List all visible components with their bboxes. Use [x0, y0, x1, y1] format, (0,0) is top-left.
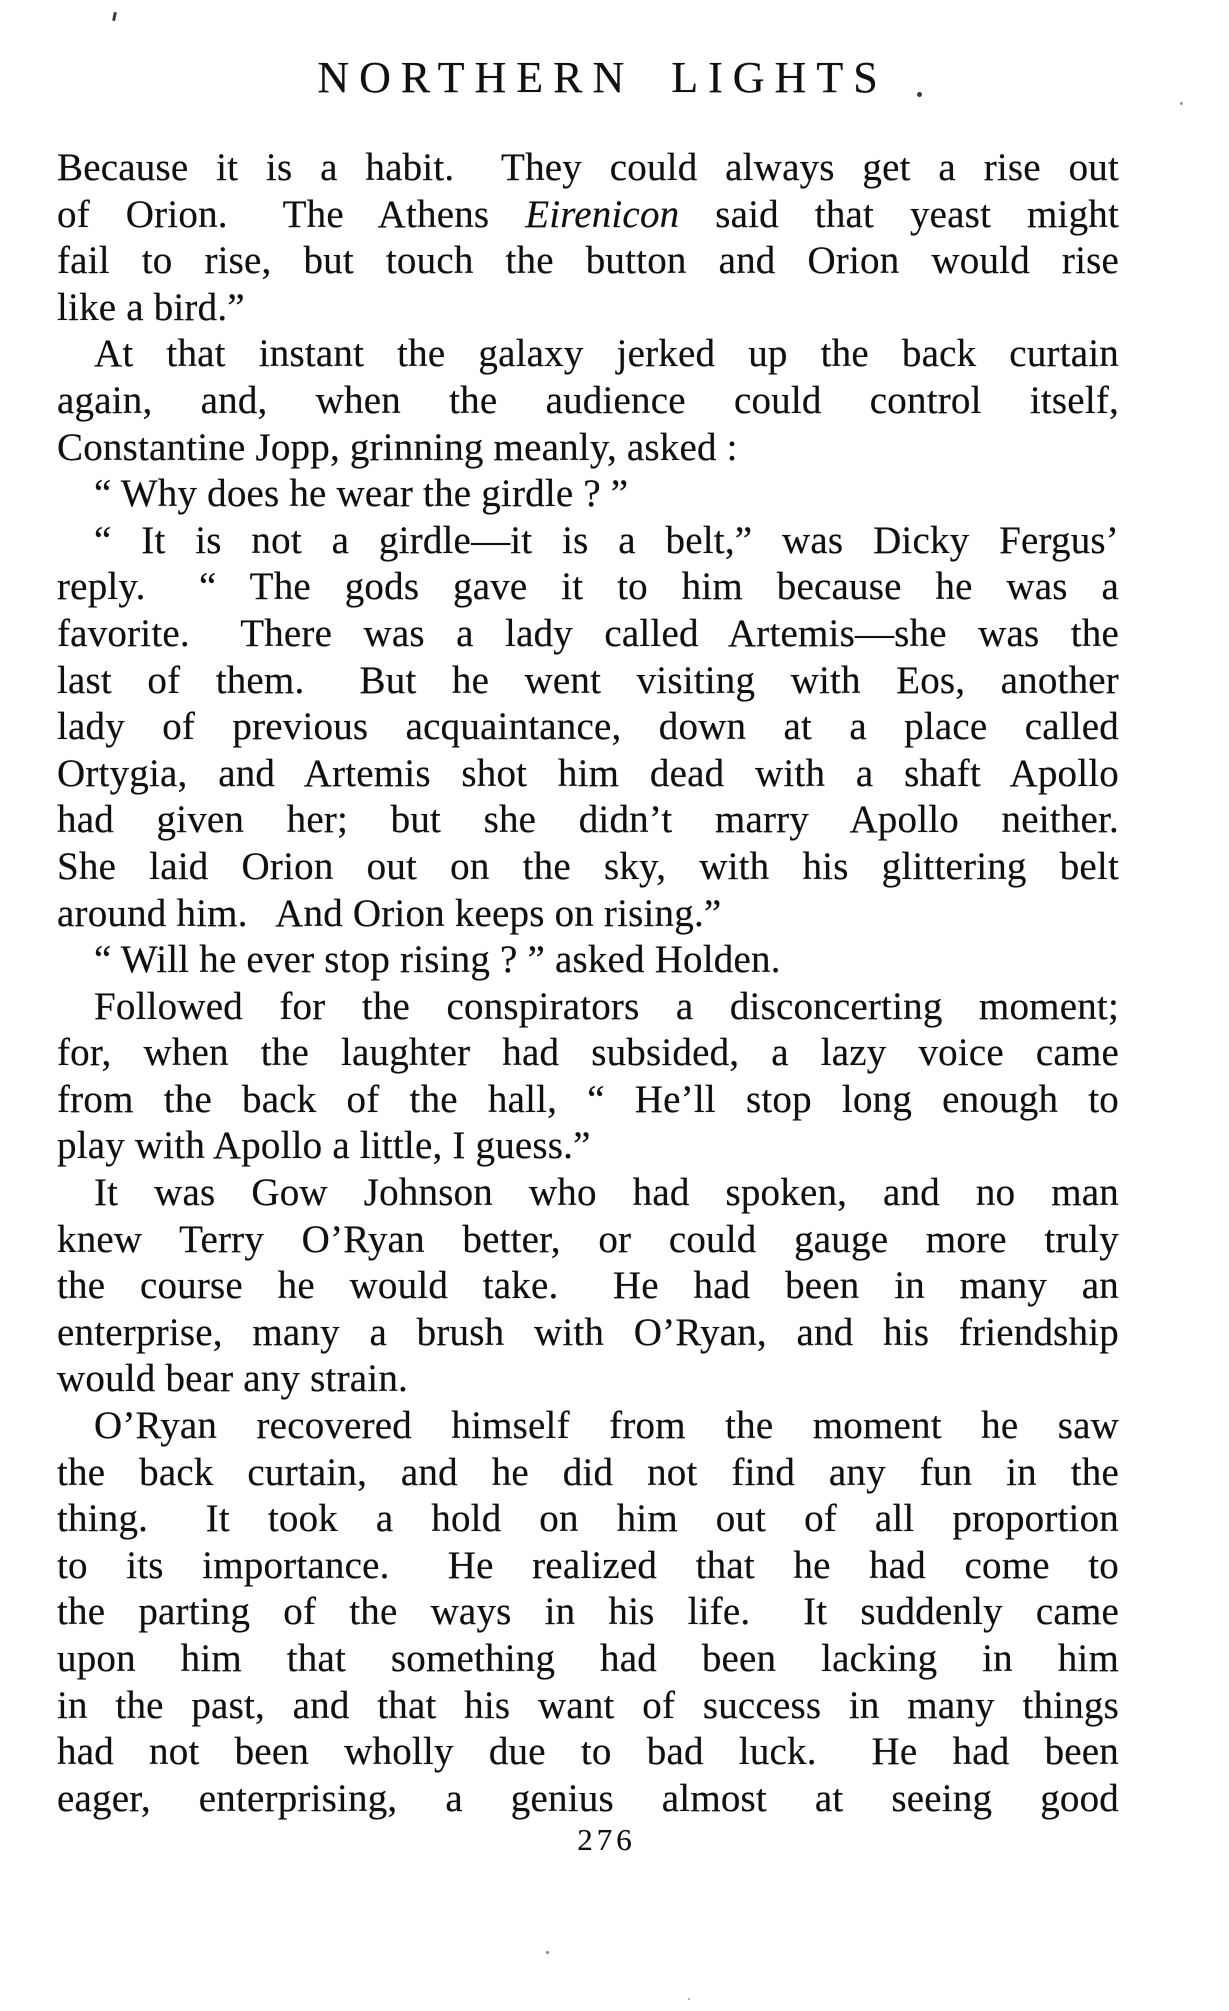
paragraph: [57, 1170, 1119, 1403]
paragraph: [57, 937, 1119, 984]
page-number: 276: [577, 1822, 636, 1857]
text-segment: thing. It took a hold on him out of all proportion: [57, 1497, 1119, 1541]
text-line: [57, 1636, 1119, 1683]
text-segment: eager, enterprising, a genius almost at seeing good: [57, 1776, 1119, 1820]
text-segment: like a bird.”: [57, 285, 245, 329]
text-line: [57, 285, 1119, 332]
text-block: [57, 145, 1119, 1822]
text-segment: would bear any strain.: [57, 1357, 408, 1401]
text-segment: had not been wholly due to bad luck. He had been: [57, 1730, 1119, 1774]
text-segment: O’Ryan recovered himself from the moment he saw: [94, 1404, 1119, 1448]
text-segment: the course he would take. He had been in many an: [57, 1264, 1119, 1308]
text-segment: “ Why does he wear the girdle ? ”: [94, 472, 629, 516]
text-line: [57, 1496, 1119, 1543]
text-line: [57, 1310, 1119, 1357]
scan-artifact: [917, 92, 922, 97]
text-line: [57, 1123, 1119, 1170]
text-line: [57, 1729, 1119, 1776]
text-segment: had given her; but she didn’t marry Apollo neither.: [57, 798, 1119, 842]
text-line: [57, 611, 1119, 658]
text-line: [57, 937, 1119, 984]
text-line: [57, 238, 1119, 285]
text-line: [57, 1450, 1119, 1497]
text-segment: Ortygia, and Artemis shot him dead with a shaft Apollo: [57, 751, 1119, 795]
text-line: [57, 984, 1119, 1031]
text-segment: Followed for the conspirators a disconcerting moment;: [94, 984, 1119, 1028]
text-line: [57, 891, 1119, 938]
text-line: [57, 1589, 1119, 1636]
text-segment: of Orion. The Athens: [57, 192, 526, 236]
italic-text: Eirenicon: [525, 192, 680, 236]
text-line: [57, 1543, 1119, 1590]
text-segment: “ Will he ever stop rising ? ” asked Holden.: [94, 938, 781, 982]
text-segment: Because it is a habit. They could always get a rise out: [57, 146, 1119, 189]
text-line: [57, 751, 1119, 798]
paragraph: [57, 984, 1119, 1170]
text-segment: last of them. But he went visiting with Eos, another: [57, 658, 1119, 702]
text-line: [57, 1263, 1119, 1310]
text-segment: for, when the laughter had subsided, a lazy voice came: [57, 1031, 1119, 1075]
text-segment: to its importance. He realized that he had come to: [57, 1543, 1119, 1587]
text-segment: fail to rise, but touch the button and Orion would rise: [57, 239, 1119, 283]
paragraph: [57, 518, 1119, 937]
text-line: [57, 844, 1119, 891]
text-line: [57, 518, 1119, 565]
page-header-title: NORTHERN LIGHTS: [317, 53, 888, 102]
text-segment: favorite. There was a lady called Artemis—she was the: [57, 611, 1119, 655]
text-line: [57, 1683, 1119, 1730]
text-line: [57, 1356, 1119, 1403]
text-line: [57, 564, 1119, 611]
text-segment: the back curtain, and he did not find any fun in the: [57, 1450, 1119, 1494]
scan-artifact: [688, 1998, 690, 2000]
text-line: [57, 658, 1119, 705]
text-line: [57, 145, 1119, 192]
scan-artifact: [112, 12, 117, 21]
text-segment: again, and, when the audience could control itself,: [57, 378, 1119, 422]
text-segment: Constantine Jopp, grinning meanly, asked :: [57, 425, 738, 469]
paragraph: [57, 145, 1119, 331]
text-line: [57, 192, 1119, 239]
text-segment: She laid Orion out on the sky, with his glittering belt: [57, 844, 1119, 888]
text-segment: in the past, and that his want of success in many things: [57, 1683, 1119, 1727]
text-segment: upon him that something had been lacking in him: [57, 1637, 1119, 1680]
text-line: [57, 1030, 1119, 1077]
text-segment: play with Apollo a little, I guess.”: [57, 1124, 591, 1168]
text-line: [57, 425, 1119, 472]
text-line: [57, 704, 1119, 751]
text-line: [57, 797, 1119, 844]
text-line: [57, 1077, 1119, 1124]
text-line: [57, 1403, 1119, 1450]
text-line: [57, 471, 1119, 518]
text-segment: enterprise, many a brush with O’Ryan, and his friendship: [57, 1310, 1119, 1354]
scan-artifact: [546, 1951, 549, 1954]
paragraph: [57, 331, 1119, 471]
text-line: [57, 331, 1119, 378]
text-segment: “ It is not a girdle—it is a belt,” was Dicky Fergus’: [94, 518, 1119, 562]
text-segment: At that instant the galaxy jerked up the back curtain: [94, 332, 1119, 376]
text-segment: said that yeast might: [679, 192, 1120, 236]
text-segment: lady of previous acquaintance, down at a place called: [57, 705, 1119, 749]
scan-artifact: [1180, 102, 1183, 105]
paragraph: [57, 471, 1119, 518]
text-line: [57, 378, 1119, 425]
text-segment: around him. And Orion keeps on rising.”: [57, 891, 722, 935]
text-segment: the parting of the ways in his life. It suddenly came: [57, 1590, 1119, 1634]
text-segment: from the back of the hall, “ He’ll stop long enough to: [57, 1077, 1119, 1121]
paragraph: [57, 1403, 1119, 1822]
text-segment: It was Gow Johnson who had spoken, and no man: [94, 1171, 1119, 1215]
text-line: [57, 1170, 1119, 1217]
text-segment: reply. “ The gods gave it to him because he was a: [57, 565, 1119, 609]
text-line: [57, 1217, 1119, 1264]
text-segment: knew Terry O’Ryan better, or could gauge more truly: [57, 1217, 1119, 1261]
text-line: [57, 1776, 1119, 1823]
